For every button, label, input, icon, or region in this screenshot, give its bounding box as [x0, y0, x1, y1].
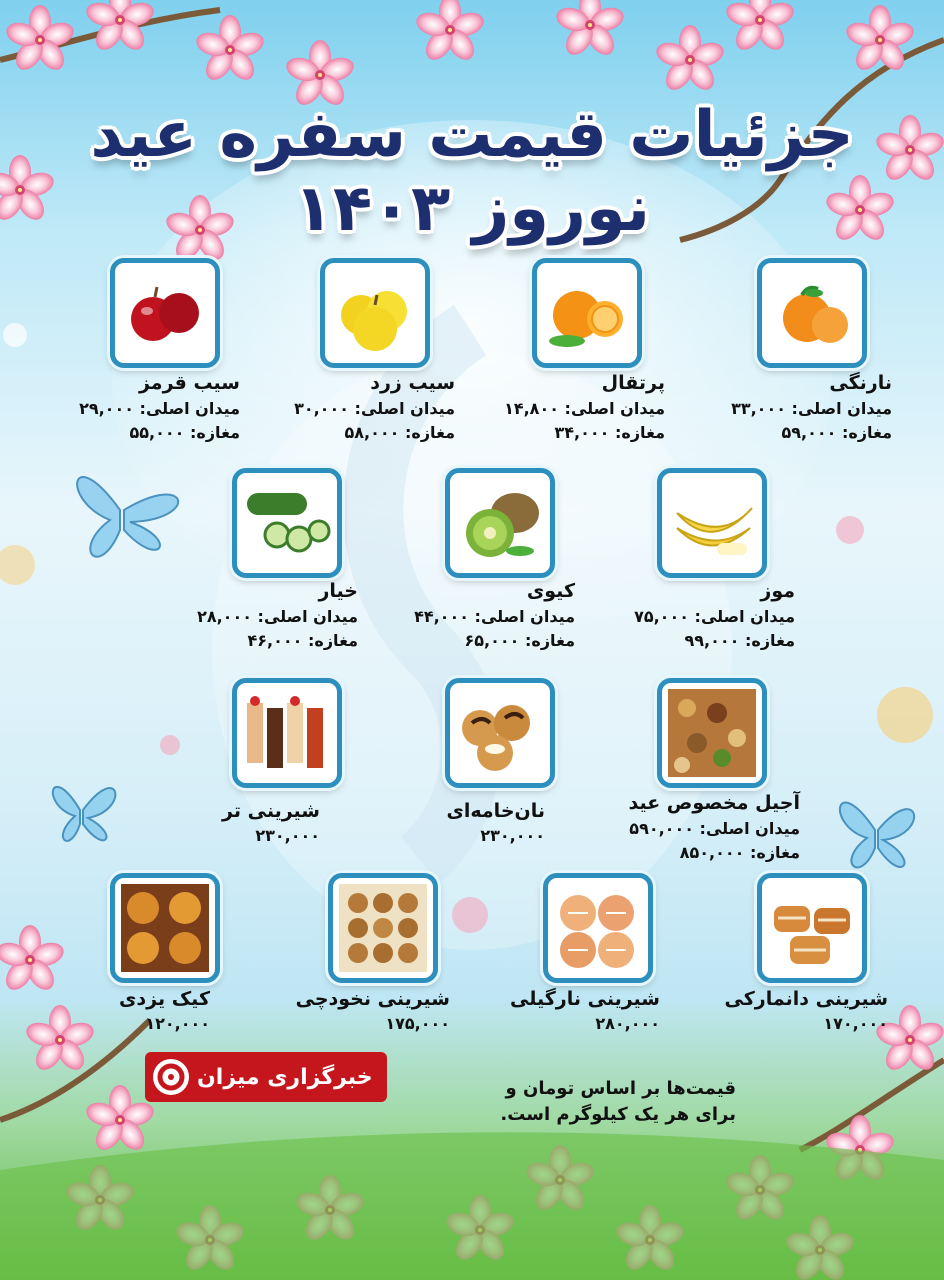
- cucumber-icon: [232, 468, 342, 578]
- shop-label: مغازه:: [190, 423, 240, 442]
- wholesale-value: ۷۵,۰۰۰: [634, 607, 689, 626]
- shop-label: مغازه:: [842, 423, 892, 442]
- item-name: کیک یزدی: [119, 988, 210, 1010]
- wholesale-label: میدان اصلی:: [474, 607, 575, 626]
- item-name: شیرینی تر: [222, 800, 320, 822]
- shop-value: ۵۸,۰۰۰: [344, 423, 400, 442]
- item-name: نان‌خامه‌ای: [446, 800, 545, 822]
- nuts-icon: [657, 678, 767, 788]
- wholesale-value: ۲۸,۰۰۰: [197, 607, 252, 626]
- shop-label: مغازه:: [405, 423, 455, 442]
- wholesale-label: میدان اصلی:: [354, 399, 455, 418]
- shop-price: [465, 631, 575, 650]
- wholesale-price: [197, 607, 358, 626]
- shop-value: ۵۵,۰۰۰: [129, 423, 185, 442]
- shop-price: [130, 423, 240, 442]
- item-price: ۱۲۰,۰۰۰: [145, 1014, 210, 1033]
- item-name: شیرینی نارگیلی: [510, 988, 660, 1010]
- shop-value: ۵۹,۰۰۰: [781, 423, 837, 442]
- item-price: ۲۳۰,۰۰۰: [480, 826, 545, 845]
- wholesale-price: [629, 819, 800, 838]
- shop-label: مغازه:: [525, 631, 575, 650]
- wholesale-value: ۱۴,۸۰۰: [504, 399, 559, 418]
- cream-puff-icon: [445, 678, 555, 788]
- shop-label: مغازه:: [750, 843, 800, 862]
- item-name: شیرینی دانمارکی: [724, 988, 888, 1010]
- shop-price: [685, 631, 795, 650]
- wholesale-price: [634, 607, 795, 626]
- item-name: سیب قرمز: [138, 372, 240, 394]
- wholesale-value: ۴۴,۰۰۰: [414, 607, 469, 626]
- wholesale-price: [504, 399, 665, 418]
- wholesale-price: [294, 399, 455, 418]
- item-name: نارنگی: [829, 372, 892, 394]
- wholesale-value: ۵۹۰,۰۰۰: [629, 819, 694, 838]
- item-name: موز: [760, 580, 795, 602]
- item-name: خیار: [318, 580, 358, 602]
- shop-value: ۹۹,۰۰۰: [684, 631, 740, 650]
- item-price: ۲۳۰,۰۰۰: [255, 826, 320, 845]
- item-name: کیوی: [526, 580, 575, 602]
- tangerine-icon: [757, 258, 867, 368]
- mizan-logo: [145, 1052, 387, 1102]
- wholesale-value: ۳۰,۰۰۰: [294, 399, 349, 418]
- wholesale-price: [79, 399, 240, 418]
- shop-price: [345, 423, 455, 442]
- wholesale-label: میدان اصلی:: [564, 399, 665, 418]
- wholesale-label: میدان اصلی:: [699, 819, 800, 838]
- note-line-1: قیمت‌ها بر اساس تومان و: [505, 1078, 736, 1099]
- pastry-icon: [232, 678, 342, 788]
- kiwi-icon: [445, 468, 555, 578]
- shop-value: ۳۴,۰۰۰: [554, 423, 610, 442]
- chickpea-cookie-icon: [328, 873, 438, 983]
- wholesale-label: میدان اصلی:: [694, 607, 795, 626]
- danish-icon: [757, 873, 867, 983]
- shop-value: ۶۵,۰۰۰: [464, 631, 520, 650]
- orange-icon: [532, 258, 642, 368]
- wholesale-price: [731, 399, 892, 418]
- shop-price: [782, 423, 892, 442]
- wholesale-value: ۲۹,۰۰۰: [79, 399, 134, 418]
- item-name: سیب زرد: [370, 372, 455, 394]
- banana-icon: [657, 468, 767, 578]
- wholesale-price: [414, 607, 575, 626]
- price-note: [500, 1076, 736, 1128]
- shop-price: [680, 843, 800, 862]
- mizan-logo-icon: [153, 1059, 189, 1095]
- wholesale-label: میدان اصلی:: [791, 399, 892, 418]
- coconut-cookie-icon: [543, 873, 653, 983]
- item-price: ۱۷۵,۰۰۰: [385, 1014, 450, 1033]
- shop-value: ۴۶,۰۰۰: [247, 631, 303, 650]
- shop-value: ۸۵۰,۰۰۰: [679, 843, 745, 862]
- shop-label: مغازه:: [745, 631, 795, 650]
- item-name: آجیل مخصوص عید: [628, 792, 800, 814]
- item-price: ۲۸۰,۰۰۰: [595, 1014, 660, 1033]
- page-title: جزئیات قیمت سفره عید نوروز ۱۴۰۳: [90, 98, 854, 246]
- note-line-2: برای هر یک کیلوگرم است.: [500, 1104, 736, 1125]
- shop-price: [248, 631, 358, 650]
- wholesale-label: میدان اصلی:: [139, 399, 240, 418]
- logo-text: خبرگزاری میزان: [197, 1064, 373, 1090]
- item-price: ۱۷۰,۰۰۰: [823, 1014, 888, 1033]
- item-name: شیرینی نخودچی: [295, 988, 450, 1010]
- item-name: پرتقال: [601, 372, 665, 394]
- shop-label: مغازه:: [308, 631, 358, 650]
- wholesale-label: میدان اصلی:: [257, 607, 358, 626]
- shop-price: [555, 423, 665, 442]
- wholesale-value: ۳۳,۰۰۰: [731, 399, 786, 418]
- shop-label: مغازه:: [615, 423, 665, 442]
- muffin-icon: [110, 873, 220, 983]
- yellow-apple-icon: [320, 258, 430, 368]
- red-apple-icon: [110, 258, 220, 368]
